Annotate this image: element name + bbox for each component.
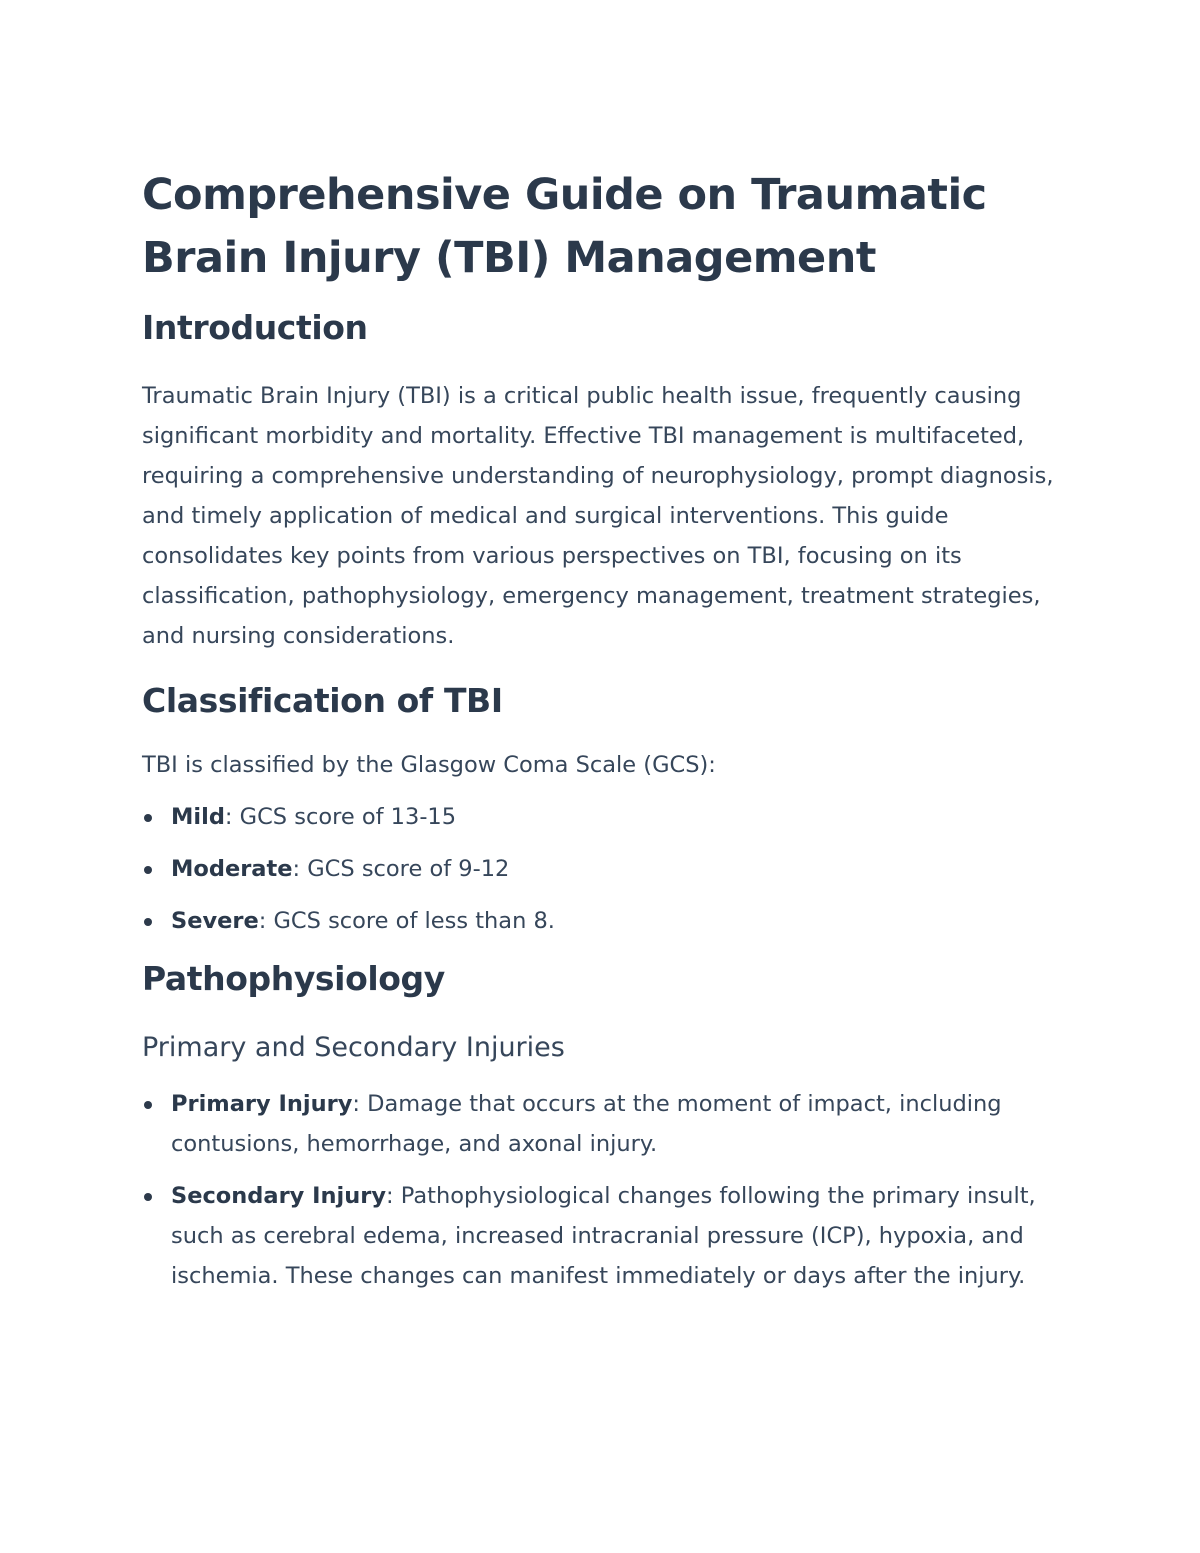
list-item-mild: [142, 797, 1072, 837]
classification-heading: Classification of TBI: [142, 681, 503, 720]
introduction-paragraph: Traumatic Brain Injury (TBI) is a critical public health issue, frequently causing significant morbidity and mortality. Effective TBI management is multifaceted, requiring a comprehensive understanding of neurophysiology, prompt diagnosis, and timely application of medical and surgical interventions. This guide consolidates key points from various perspectives on TBI, focusing on its classification, pathophysiology, emergency management, treatment strategies, and nursing considerations.: [142, 383, 1054, 649]
gcs-classification-list: [142, 797, 1072, 941]
injuries-subheading: Primary and Secondary Injuries: [142, 1032, 565, 1063]
list-item-term: Severe: [171, 908, 259, 934]
bullet-icon: [144, 866, 152, 874]
bullet-icon: [144, 814, 152, 822]
document-title: Comprehensive Guide on Traumatic Brain Injury (TBI) Management: [142, 170, 987, 283]
list-item-text: : Pathophysiological changes following the primary insult, such as cerebral edema, increased intracranial pressure (ICP), hypoxia, and ischemia. These changes can manifest immediately or days after the injury.: [171, 1183, 1036, 1289]
injury-types-list: [142, 1084, 1072, 1296]
list-item-text: : Damage that occurs at the moment of impact, including contusions, hemorrhage, and axonal injury.: [171, 1091, 1002, 1157]
introduction-heading: Introduction: [142, 308, 368, 347]
list-item-secondary-injury: [142, 1176, 1072, 1296]
list-item-text: : GCS score of 13-15: [224, 804, 457, 830]
list-item-term: Mild: [171, 804, 225, 830]
list-item-term: Secondary Injury: [171, 1183, 387, 1209]
bullet-icon: [144, 1101, 152, 1109]
list-item-text: : GCS score of less than 8.: [258, 908, 555, 934]
list-item-moderate: [142, 849, 1072, 889]
bullet-icon: [144, 918, 152, 926]
document-page: [142, 164, 1072, 1308]
list-item-primary-injury: [142, 1084, 1072, 1164]
pathophysiology-heading: Pathophysiology: [142, 959, 445, 998]
bullet-icon: [144, 1193, 152, 1201]
list-item-term: Primary Injury: [171, 1091, 353, 1117]
classification-lead: TBI is classified by the Glasgow Coma Scale (GCS):: [142, 752, 716, 778]
list-item-severe: [142, 901, 1072, 941]
list-item-text: : GCS score of 9-12: [292, 856, 510, 882]
list-item-term: Moderate: [171, 856, 293, 882]
